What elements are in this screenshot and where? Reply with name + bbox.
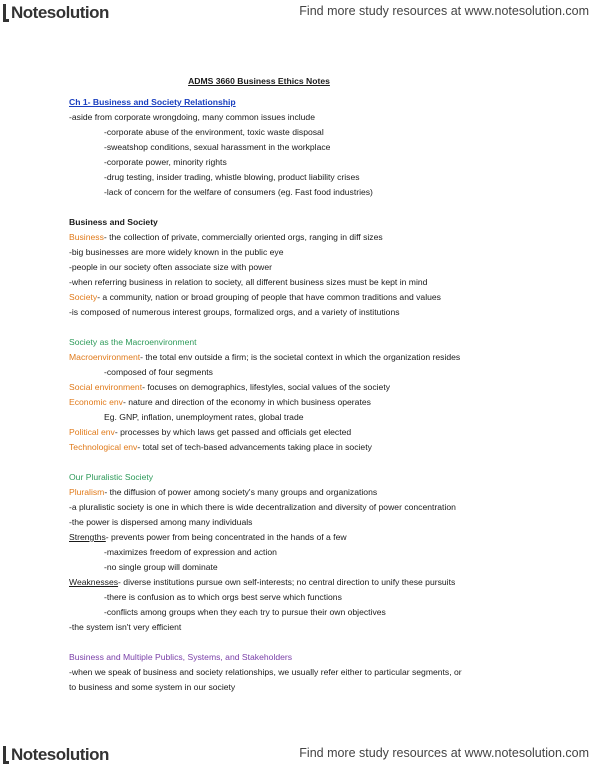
def-economic: - nature and direction of the economy in which business operates xyxy=(122,397,371,407)
term-weaknesses: Weaknesses xyxy=(69,577,119,587)
logo-mark-icon xyxy=(3,746,9,764)
def-tech: - total set of tech-based advancements taking place in society xyxy=(137,442,372,452)
bullet-line: -when referring business in relation to society, all different business sizes must be kept in mind xyxy=(69,277,428,287)
document-body xyxy=(69,74,569,695)
definition-macro xyxy=(69,350,569,365)
def-pluralism: - the diffusion of power among society's many groups and organizations xyxy=(104,487,378,497)
logo-text: Notesolution xyxy=(11,3,109,22)
section-heading-business-society: Business and Society xyxy=(69,217,158,227)
term-macro: Macroenvironment xyxy=(69,352,141,362)
section-heading-publics: Business and Multiple Publics, Systems, and Stakeholders xyxy=(69,652,293,662)
term-social: Social environment xyxy=(69,382,143,392)
header-tagline[interactable]: Find more study resources at www.notesolution.com xyxy=(299,4,589,18)
intro-line: -aside from corporate wrongdoing, many common issues include xyxy=(69,112,315,122)
term-tech: Technological env xyxy=(69,442,138,452)
def-strengths: - prevents power from being concentrated in the hands of a few xyxy=(105,532,347,542)
sub-line: -conflicts among groups when they each try to pursue their own objectives xyxy=(104,607,386,617)
term-economic: Economic env xyxy=(69,397,123,407)
chapter-heading: Ch 1- Business and Society Relationship xyxy=(69,97,236,107)
issue-item: -drug testing, insider trading, whistle blowing, product liability crises xyxy=(104,172,360,182)
bullet-line: -is composed of numerous interest groups, formalized orgs, and a variety of institutions xyxy=(69,307,400,317)
definition-political xyxy=(69,425,569,440)
term-society: Society xyxy=(69,292,98,302)
definition-economic xyxy=(69,395,569,410)
definition-social xyxy=(69,380,569,395)
definition-weaknesses xyxy=(69,575,569,590)
term-strengths: Strengths xyxy=(69,532,106,542)
term-business: Business xyxy=(69,232,104,242)
definition-tech xyxy=(69,440,569,455)
notesolution-logo[interactable] xyxy=(3,745,109,765)
bullet-line: -a pluralistic society is one in which there is wide decentralization and diversity of power concentration xyxy=(69,502,456,512)
def-macro: - the total env outside a firm; is the societal context in which the organization resides xyxy=(140,352,461,362)
definition-society xyxy=(69,290,569,305)
issue-item: -corporate abuse of the environment, toxic waste disposal xyxy=(104,127,324,137)
def-political: - processes by which laws get passed and officials get elected xyxy=(114,427,352,437)
bullet-line: -the system isn't very efficient xyxy=(69,622,182,632)
bullet-line: to business and some system in our society xyxy=(69,682,236,692)
bullet-line: -people in our society often associate size with power xyxy=(69,262,273,272)
footer-tagline[interactable]: Find more study resources at www.notesolution.com xyxy=(299,746,589,760)
bullet-line: -when we speak of business and society relationships, we usually refer either to particular segments, or xyxy=(69,667,462,677)
section-heading-pluralistic: Our Pluralistic Society xyxy=(69,472,154,482)
bullet-line: -big businesses are more widely known in the public eye xyxy=(69,247,284,257)
bullet-line: -the power is dispersed among many individuals xyxy=(69,517,253,527)
term-pluralism: Pluralism xyxy=(69,487,105,497)
section-heading-macro: Society as the Macroenvironment xyxy=(69,337,197,347)
logo-text: Notesolution xyxy=(11,745,109,764)
notesolution-logo[interactable] xyxy=(3,3,109,23)
issue-item: -lack of concern for the welfare of consumers (eg. Fast food industries) xyxy=(104,187,373,197)
sub-line: -there is confusion as to which orgs best serve which functions xyxy=(104,592,342,602)
document-title: ADMS 3660 Business Ethics Notes xyxy=(188,76,330,86)
def-society: - a community, nation or broad grouping of people that have common traditions and values xyxy=(97,292,441,302)
def-business: - the collection of private, commercially oriented orgs, ranging in diff sizes xyxy=(103,232,383,242)
issue-item: -corporate power, minority rights xyxy=(104,157,227,167)
issue-item: -sweatshop conditions, sexual harassment in the workplace xyxy=(104,142,331,152)
term-political: Political env xyxy=(69,427,115,437)
logo-mark-icon xyxy=(3,4,9,22)
header-banner xyxy=(0,0,595,26)
sub-line: -no single group will dominate xyxy=(104,562,218,572)
definition-strengths xyxy=(69,530,569,545)
def-social: - focuses on demographics, lifestyles, social values of the society xyxy=(142,382,390,392)
footer-banner xyxy=(0,742,595,768)
definition-business xyxy=(69,230,569,245)
sub-line: Eg. GNP, inflation, unemployment rates, global trade xyxy=(104,412,304,422)
sub-line: -maximizes freedom of expression and action xyxy=(104,547,277,557)
definition-pluralism xyxy=(69,485,569,500)
def-weaknesses: - diverse institutions pursue own self-interests; no central direction to unify these pursuits xyxy=(118,577,456,587)
sub-line: -composed of four segments xyxy=(104,367,213,377)
